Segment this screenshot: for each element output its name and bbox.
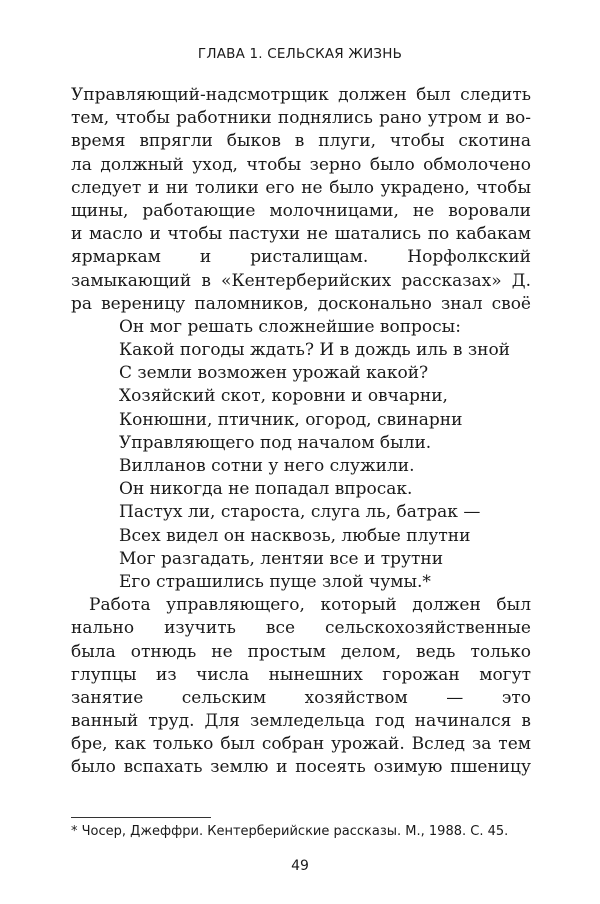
paragraph-1-line: Управляющий-надсмотрщик должен был следить	[71, 85, 531, 105]
verse-line: Какой погоды ждать? И в дождь иль в зной	[119, 340, 511, 361]
paragraph-1-line: следует и ни толики его не было украдено, чтобы	[71, 177, 531, 198]
paragraph-1-line: ярмаркам и ристалищам. Норфолкский	[71, 247, 531, 268]
verse-line: Его страшились пуще злой чумы.*	[119, 571, 431, 592]
running-head: ГЛАВА 1. СЕЛЬСКАЯ ЖИЗНЬ	[197, 46, 403, 62]
paragraph-1-line: щины, работающие молочницами, не воровали	[71, 200, 531, 221]
verse-line: Конюшни, птичник, огород, свинарни	[119, 409, 463, 430]
paragraph-2-line: ванный труд. Для земледельца год начинался в	[71, 711, 531, 732]
paragraph-1-line: тем, чтобы работники поднялись рано утром и во-	[71, 108, 531, 129]
paragraph-1-line: замыкающий в «Кентерберийских рассказах» Д.	[71, 270, 531, 291]
paragraph-2-line: занятие сельским хозяйством — это	[71, 687, 531, 708]
paragraph-2-line: была отнюдь не простым делом, ведь только	[71, 641, 531, 662]
paragraph-1-line: ра вереницу паломников, досконально знал своё	[71, 293, 531, 314]
paragraph-2-line: было вспахать землю и посеять озимую пшеницу	[71, 757, 531, 778]
page-number: 49	[291, 858, 309, 874]
verse-line: Хозяйский скот, коровни и овчарни,	[119, 386, 448, 407]
verse-line: Управляющего под началом были.	[119, 432, 432, 453]
paragraph-2-line: Работа управляющего, который должен был	[89, 595, 531, 616]
verse-line: Всех видел он насквозь, любые плутни	[119, 525, 471, 546]
verse-line: Он никогда не попадал впросак.	[119, 479, 413, 500]
paragraph-1-line: и масло и чтобы пастухи не шатались по кабакам	[71, 224, 531, 245]
verse-line: С земли возможен урожай какой?	[119, 363, 429, 384]
verse-line: Вилланов сотни у него служили.	[119, 456, 415, 476]
verse-line: Мог разгадать, лентяи все и трутни	[119, 548, 444, 569]
paragraph-1-line: ла должный уход, чтобы зерно было обмолочено	[71, 154, 531, 175]
body-text	[71, 84, 531, 780]
paragraph-2-line: бре, как только был собран урожай. Вслед за тем	[71, 734, 531, 755]
footnote-divider	[71, 817, 211, 818]
paragraph-2-line: нально изучить все сельскохозяйственные	[71, 618, 531, 639]
paragraph-2-line: глупцы из числа нынешних горожан могут	[71, 664, 531, 685]
verse-line: Он мог решать сложнейшие вопросы:	[119, 316, 461, 337]
verse-line: Пастух ли, староста, слуга ль, батрак —	[119, 502, 481, 523]
paragraph-1-line: время впрягли быков в плуги, чтобы скотина	[71, 131, 531, 152]
footnote: * Чосер, Джеффри. Кентерберийские рассказы. М., 1988. С. 45.	[71, 824, 509, 839]
